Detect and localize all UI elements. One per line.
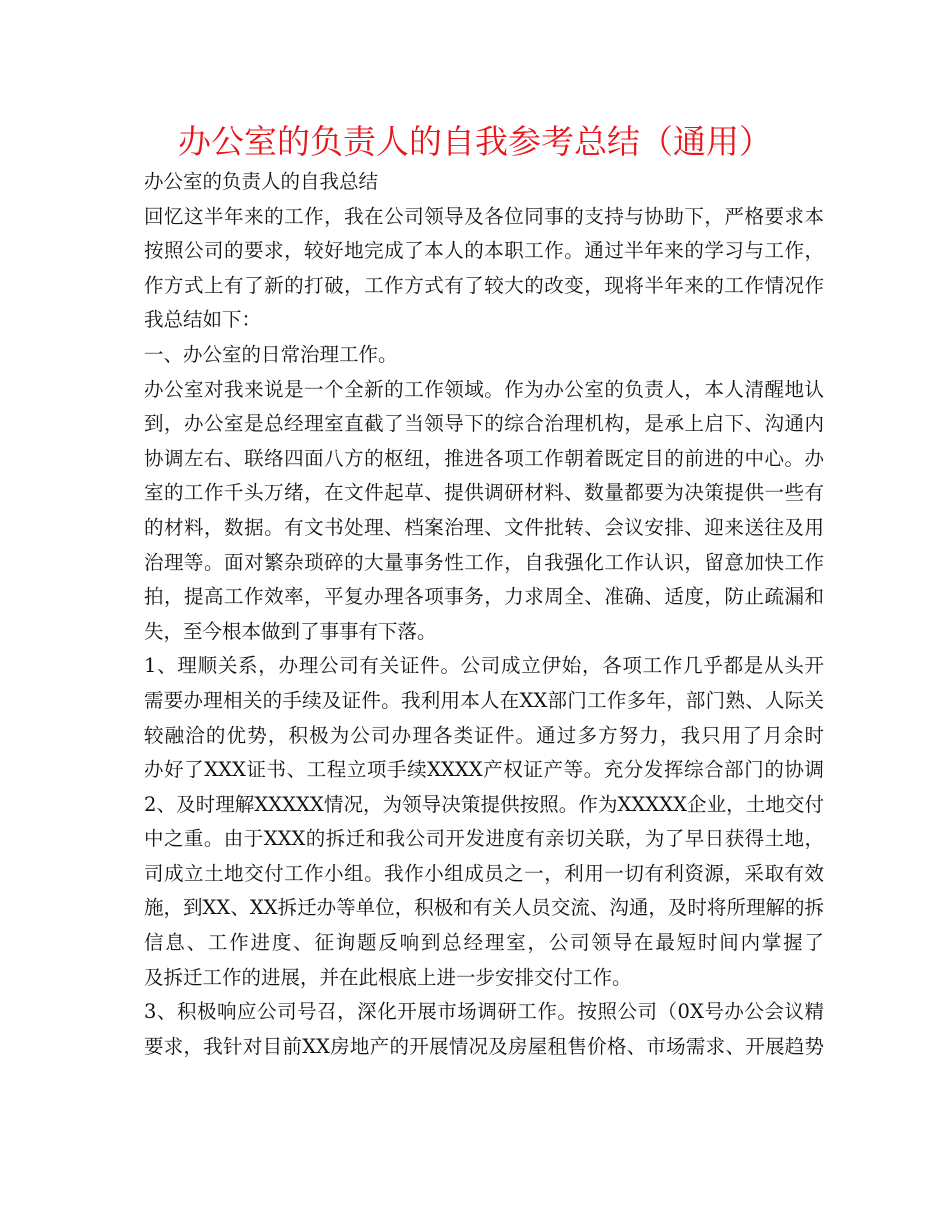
paragraph-line: 3、积极响应公司号召，深化开展市场调研工作。按照公司（0X号办公会议精	[144, 1000, 824, 1024]
paragraph-line: 回忆这半年来的工作，我在公司领导及各位同事的支持与协助下，严格要求本	[144, 204, 824, 228]
paragraph-line: 施，到XX、XX拆迁办等单位，积极和有关人员交流、沟通，及时将所理解的拆	[144, 896, 824, 920]
paragraph-line: 1、理顺关系，办理公司有关证件。公司成立伊始，各项工作几乎都是从头开	[144, 654, 824, 678]
paragraph-line: 协调左右、联络四面八方的枢纽，推进各项工作朝着既定目的前进的中心。办	[144, 446, 824, 470]
paragraph-line: 作方式上有了新的打破，工作方式有了较大的改变，现将半年来的工作情况作	[144, 273, 824, 297]
paragraph-line: 的材料，数据。有文书处理、档案治理、文件批转、会议安排、迎来送往及用	[144, 515, 824, 539]
paragraph-line: 失，至今根本做到了事事有下落。	[144, 619, 437, 643]
paragraph-line: 到，办公室是总经理室直截了当领导下的综合治理机构，是承上启下、沟通内	[144, 412, 824, 436]
document-body	[144, 165, 824, 1064]
paragraph-line: 治理等。面对繁杂琐碎的大量事务性工作，自我强化工作认识，留意加快工作	[144, 550, 824, 574]
paragraph-line: 办公室对我来说是一个全新的工作领域。作为办公室的负责人，本人清醒地认	[144, 377, 824, 401]
paragraph-line: 按照公司的要求，较好地完成了本人的本职工作。通过半年来的学习与工作，	[144, 239, 824, 263]
paragraph-line: 需要办理相关的手续及证件。我利用本人在XX部门工作多年，部门熟、人际关	[144, 688, 824, 712]
subtitle-line: 办公室的负责人的自我总结	[144, 170, 379, 193]
paragraph-line: 要求，我针对目前XX房地产的开展情况及房屋租售价格、市场需求、开展趋势	[144, 1034, 824, 1058]
paragraph-line: 信息、工作进度、征询题反响到总经理室，公司领导在最短时间内掌握了	[144, 931, 824, 955]
paragraph-line: 2、及时理解XXXXX情况，为领导决策提供按照。作为XXXXX企业，土地交付	[144, 792, 824, 816]
section-heading: 一、办公室的日常治理工作。	[144, 342, 398, 366]
paragraph-line: 较融洽的优势，积极为公司办理各类证件。通过多方努力，我只用了月余时	[144, 723, 824, 747]
document-title: 办公室的负责人的自我参考总结（通用）	[178, 122, 772, 161]
paragraph-line: 中之重。由于XXX的拆迁和我公司开发进度有亲切关联，为了早日获得土地，	[144, 827, 824, 851]
paragraph-line: 拍，提高工作效率，平复办理各项事务，力求周全、准确、适度，防止疏漏和	[144, 585, 824, 609]
paragraph-line: 及拆迁工作的进展，并在此根底上进一步安排交付工作。	[144, 965, 632, 989]
paragraph-line: 办好了XXX证书、工程立项手续XXXX产权证产等。充分发挥综合部门的协调	[144, 758, 824, 782]
paragraph-line: 司成立土地交付工作小组。我作小组成员之一，利用一切有利资源，采取有效	[144, 861, 824, 885]
paragraph-line: 室的工作千头万绪，在文件起草、提供调研材料、数量都要为决策提供一些有	[144, 481, 824, 505]
paragraph-line: 我总结如下：	[144, 308, 262, 332]
